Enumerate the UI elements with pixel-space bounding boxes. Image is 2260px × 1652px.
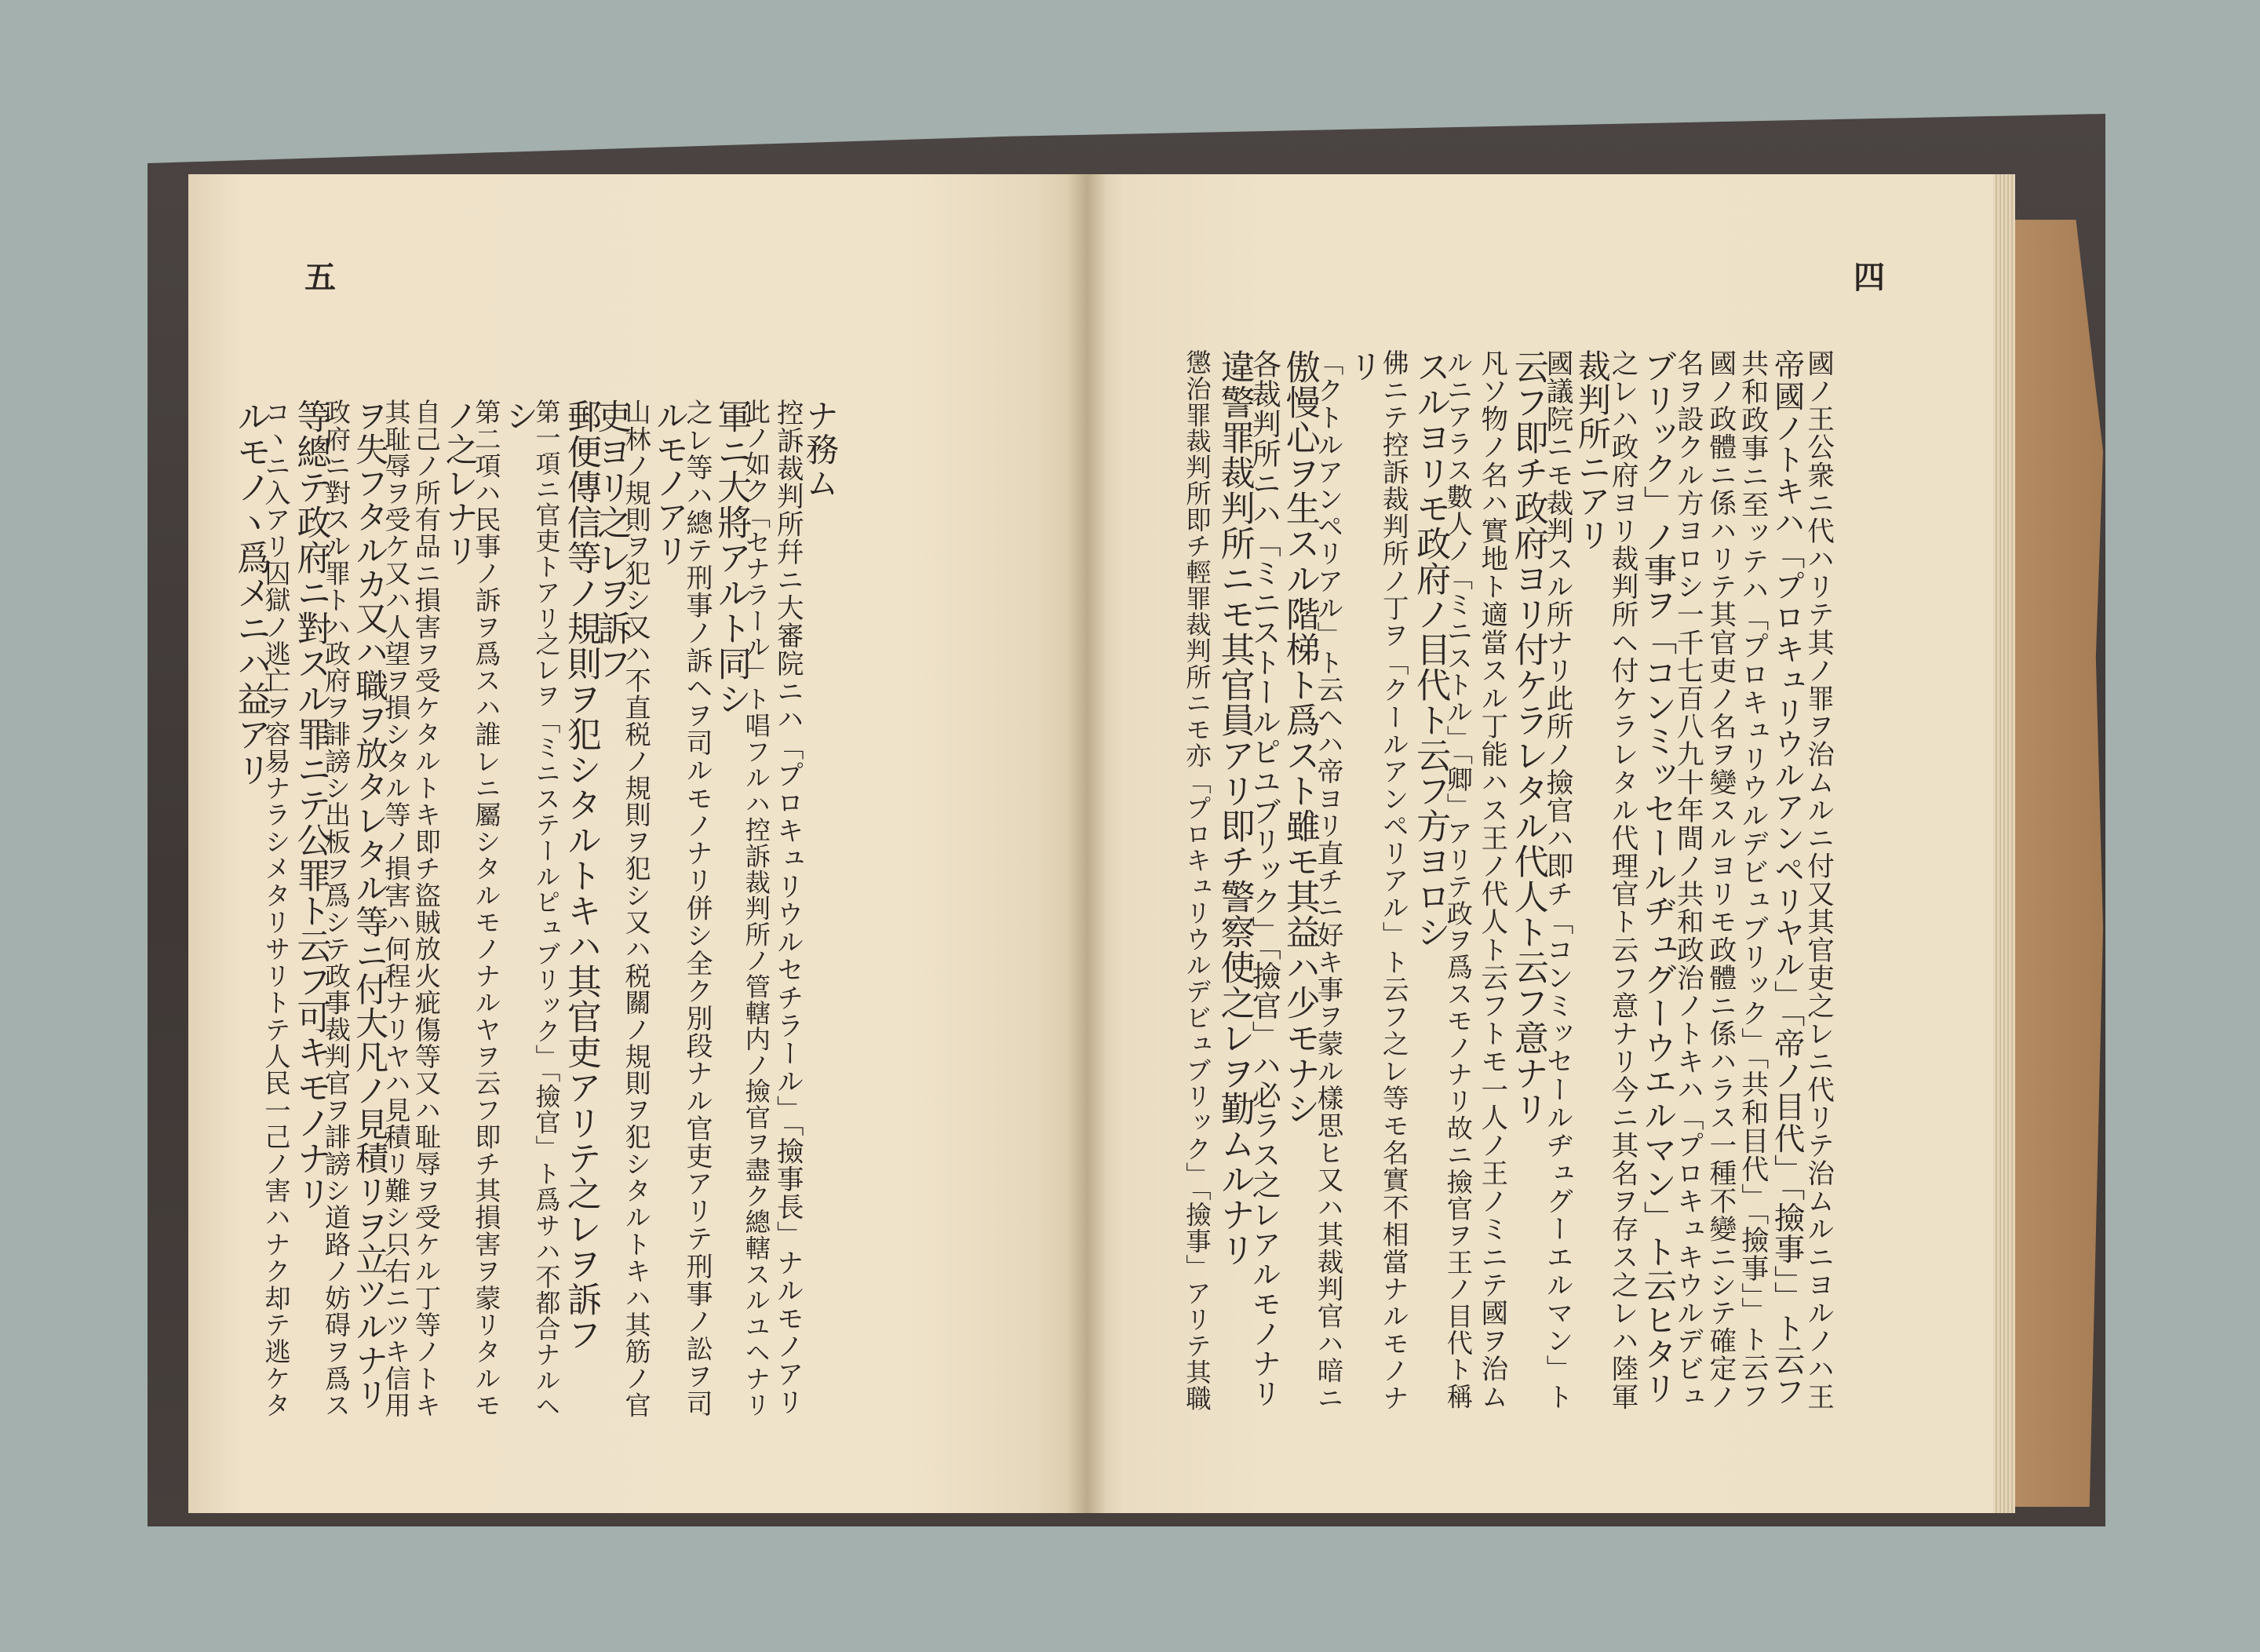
text-column: 凡ソ物ノ名ハ實地ト適當スル丁能ハス王ノ代人ト云フトモ一人ノ王ノミニテ國ヲ治ム	[1475, 349, 1507, 1411]
text-column: 之レハ政府ヨリ裁判所ヘ付ケラレタル代理官ト云フ意ナリ今ニ其名ヲ存ス之レハ陸軍	[1606, 349, 1638, 1411]
text-column: 控訴裁判所幷ニ大審院ニハ「プロキュリウルセチラール」「撿事長」ナルモノアリ	[771, 399, 804, 1417]
text-column: ノ之レナリ	[440, 399, 479, 567]
right-page-number: 四	[1854, 259, 1885, 296]
page-edges	[1993, 174, 2015, 1513]
text-column: 之レ等ハ總テ刑事ノ訴ヘヲ司ルモノナリ併シ全ク別段ナル官吏アリテ刑事ノ訟ヲ司	[680, 399, 713, 1418]
text-column: ルニアラス數人ノ「ミニストル」「卿」アリテ政ヲ爲スモノナリ故ニ撿官ヲ王ノ目代ト稱	[1442, 349, 1474, 1410]
text-column: 國ノ政體ニ係ハリテ其官吏ノ名ヲ變スルヨリモ政體ニ係ハラス一種不變ニシテ確定ノ	[1704, 349, 1736, 1411]
text-column: 郵便傳信等ノ規則ヲ犯シタルトキハ其官吏アリテ之レヲ訴フ	[560, 399, 601, 1352]
text-column: 其耻辱ヲ受ケ又ハ人望ヲ損シタル等ノ損害ハ何程ナリヤハ見積リ難シ只右ニツキ信用	[381, 399, 412, 1419]
text-column: スルヨリモ政府ノ目代ト云フ方ヨロシ	[1410, 349, 1451, 950]
book-gutter	[1067, 174, 1106, 1513]
text-column: 第二項ハ民事ノ訴ヲ爲スハ誰レニ屬シタルモノナルヤヲ云フ即チ其損害ヲ蒙リタルモ	[471, 399, 502, 1419]
text-column: 懲治罪裁判所即チ輕罪裁判所ニモ亦「プロキュリウルデビュブリック」「撿事」アリテ其職	[1182, 349, 1212, 1412]
text-column: 國議院ニモ裁判スル所ナリ此所ノ撿官ハ即チ「コンミッセールヂュグーエルマン」ト	[1540, 349, 1573, 1411]
text-column: 帝國ノトキハ「プロキュリウルアンペリヤル」「帝ノ目代」「撿事」」ト云フ	[1769, 349, 1805, 1408]
endpaper	[2013, 220, 2103, 1507]
text-column: 吏ヨリ之レヲ訴フ	[591, 399, 632, 681]
text-column: 第一項ニ官吏トアリ之レヲ「ミニステールピュブリック」「撿官」ト爲サハ不都合ナルヘ	[531, 399, 562, 1420]
text-column: ルモノヽ爲メニハ益アリ	[231, 399, 271, 787]
text-column: ナ務ム	[801, 399, 840, 500]
text-column: シ	[501, 399, 540, 432]
text-column: リ	[1344, 349, 1383, 383]
text-column: 軍ニ大將アルト同シ	[711, 399, 752, 717]
text-column: ルモノアリ	[651, 399, 690, 567]
text-column: 違警罪裁判所ニモ其官員アリ即チ警察使之レヲ勤ムルナリ	[1214, 349, 1255, 1267]
left-page-number: 五	[304, 259, 336, 296]
text-column: 國ノ王公衆ニ代ハリテ其ノ罪ヲ治ムルニ付又其官吏之レニ代リテ治ムルニヨルノハ王	[1802, 349, 1834, 1411]
text-column: 裁判所ニアリ	[1573, 349, 1612, 552]
text-column: 山林ノ規則ヲ犯シ又ハ不直税ノ規則ヲ犯シ又ハ税關ノ規則ヲ犯シタルトキハ其筋ノ官	[621, 399, 652, 1419]
text-column: ブリック」ノ事ヲ「コンミッセールヂュグーウエルマン」ト云ヒタリ	[1638, 349, 1678, 1406]
text-column: 傲慢心ヲ生スル階梯ト爲スト雖モ其益ハ少モナシ	[1279, 349, 1320, 1126]
text-column: 共和政事ニ至ッテハ「プロキュリウルデビュブリック」「共和目代」「撿事」」ト云フ	[1737, 349, 1769, 1410]
text-column: 自己ノ所有品ニ損害ヲ受ケタルトキ即チ盜賊放火疵傷等又ハ耻辱ヲ受ケル丁等ノトキ	[410, 399, 442, 1419]
text-column: 佛ニテ控訴裁判所ノ丁ヲ「クールアンペリアル」ト云フ之レ等モ名實不相當ナルモノナ	[1378, 349, 1409, 1412]
text-column: ヲ失フタルカ又ハ職ヲ放タレタル等ニ付大凡ノ見積リヲ立ツルナリ	[351, 399, 390, 1411]
text-column: 各裁判所ニハ「ミニストールピユブリック」「撿官」ハ必ラス之レアルモノナリ	[1247, 349, 1281, 1409]
text-column: 「クトルアンペリアル」ト云ヘハ帝ヨリ直チニ好キ事ヲ蒙ル樣思ヒ又ハ其裁判官ハ暗ニ	[1313, 349, 1343, 1412]
text-column: 此ノ如ク「セナラール」ト唱フルハ控訴裁判所ノ管轄内ノ撿官ヲ盡ク總轄スルユヘナリ	[741, 399, 771, 1418]
text-column: コヽニ入アリ囚獄ノ逃亡ヲ容易ナラシメタリサリトテ人民一己ノ害ハナク却テ逃ケタ	[261, 399, 292, 1419]
text-column: 政府ニ對スル罪トハ政府ヲ誹謗シ出板ヲ爲シテ政事裁判官ヲ誹謗シ道路ノ妨碍ヲ爲ス	[321, 399, 352, 1419]
text-column: 名ヲ設クル方ヨロシ一千七百八九十年間ノ共和政治ノトキハ「プロキュキウルデビュ	[1671, 349, 1704, 1411]
text-column: 云フ即チ政府ヨリ付ケラレタル代人ト云フ意ナリ	[1507, 349, 1548, 1126]
text-column: 等總テ政府ニ對スル罪ニテ公罪ト云フ可キモノナリ	[290, 399, 331, 1211]
